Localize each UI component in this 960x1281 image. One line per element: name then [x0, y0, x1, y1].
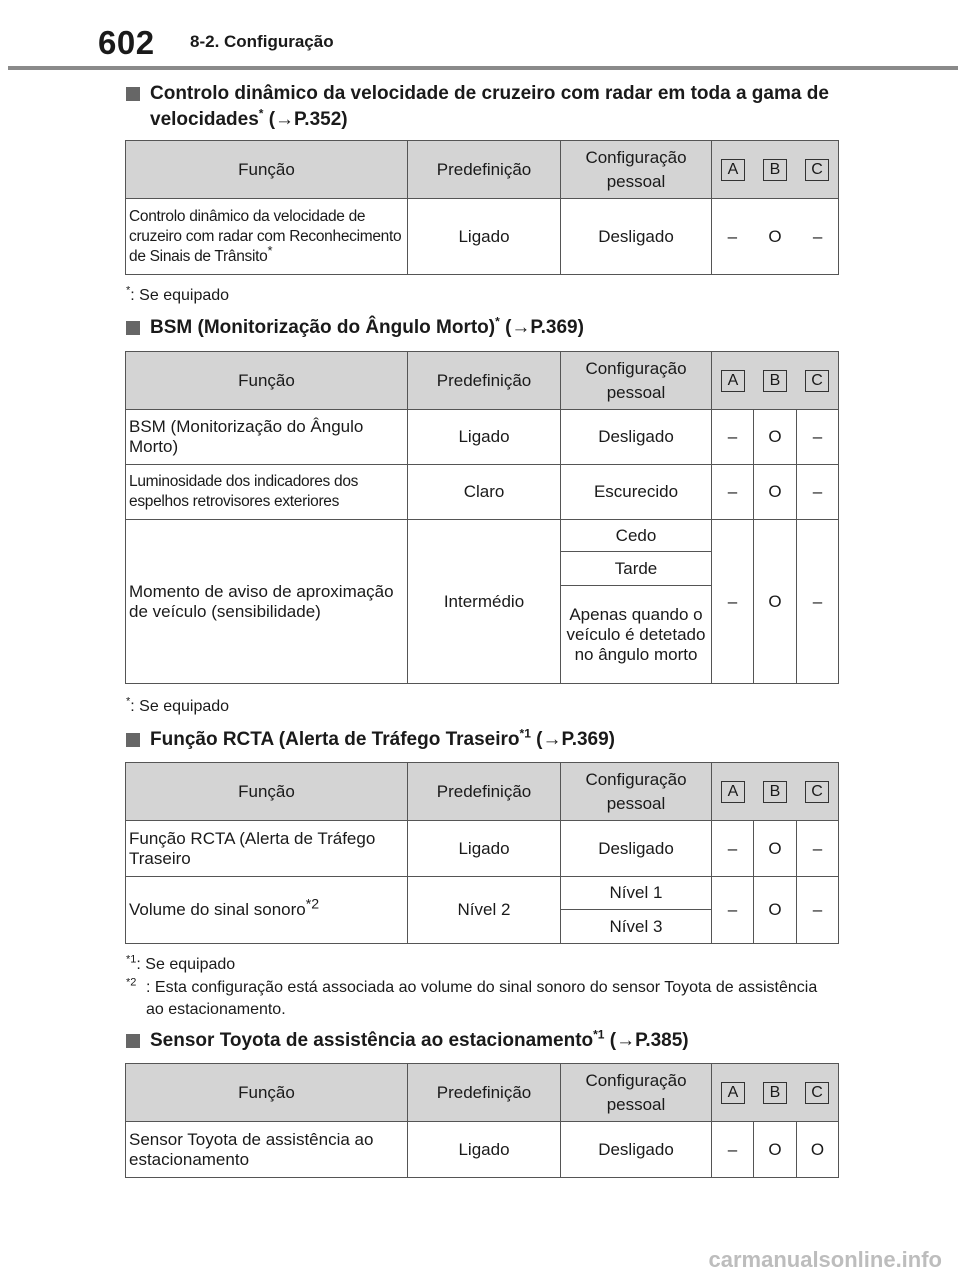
col-configuracao: Configuração pessoal — [561, 352, 712, 410]
col-configuracao: Configuração pessoal — [561, 1064, 712, 1122]
col-predefinicao: Predefinição — [408, 141, 561, 199]
label-b: B — [763, 370, 787, 392]
label-c: C — [805, 781, 829, 803]
col-predefinicao: Predefinição — [408, 352, 561, 410]
label-b: B — [763, 1082, 787, 1104]
table-row: Função RCTA (Alerta de Tráfego Traseiro Ligado Desligado – O – — [126, 821, 839, 877]
section-title-acc: Controlo dinâmico da velocidade de cruzeiro com radar em toda a gama de velocidades* (→P.352) — [126, 81, 838, 133]
col-funcao: Função — [126, 352, 408, 410]
col-configuracao: Configuração pessoal — [561, 763, 712, 821]
table-header-row — [126, 1064, 839, 1122]
table-header-row — [126, 352, 839, 410]
footnote: *: Se equipado — [126, 695, 230, 715]
table-bsm: Função Predefinição Configuração pessoal A B C BSM (Monitorização do Ângulo Morto) Ligado Desligado – O – Luminosidade dos indicadores dos espelhos retrovisores exteriores Claro Escurecido – O – Momento de aviso de aproximação de veículo (sensibilidade) Intermédio Cedo – O – Tarde Apenas quando o veículo é detetado no ângulo morto — [125, 351, 839, 684]
table-row: Luminosidade dos indicadores dos espelhos retrovisores exteriores Claro Escurecido – O – — [126, 465, 839, 520]
col-configuracao: Configuração pessoal — [561, 141, 712, 199]
chapter-title: 8-2. Configuração — [190, 32, 334, 51]
col-predefinicao: Predefinição — [408, 1064, 561, 1122]
table-acc — [125, 140, 839, 275]
section-title-bsm: BSM (Monitorização do Ângulo Morto)* (→P.369) — [126, 315, 838, 341]
header-divider — [8, 66, 958, 70]
label-c: C — [805, 159, 829, 181]
square-bullet-icon — [126, 87, 140, 101]
col-funcao: Função — [126, 141, 408, 199]
label-b: B — [763, 159, 787, 181]
label-a: A — [721, 159, 745, 181]
table-rcta: Função Predefinição Configuração pessoal A B C Função RCTA (Alerta de Tráfego Traseiro Ligado Desligado – O – Volume do sinal sonoro$^{*2}$ Nível 2 Nível 1 – O – Nível 3 — [125, 762, 839, 944]
label-c: C — [805, 370, 829, 392]
table-header-row — [126, 141, 839, 199]
table-row: Sensor Toyota de assistência ao estacionamento Ligado Desligado – O O — [126, 1122, 839, 1178]
page-number: 602 — [98, 24, 155, 61]
label-a: A — [721, 370, 745, 392]
table-row: Volume do sinal sonoro$^{*2}$ Nível 2 Nível 1 – O – — [126, 877, 839, 910]
table-parking-sensor — [125, 1063, 839, 1178]
col-funcao: Função — [126, 1064, 408, 1122]
label-a: A — [721, 781, 745, 803]
section-title-parking-sensor: Sensor Toyota de assistência ao estacionamento$^{*1}$ (→P.385) — [126, 1028, 838, 1054]
table-row: Momento de aviso de aproximação de veículo (sensibilidade) Intermédio Cedo – O – — [126, 520, 839, 552]
section-title-rcta: Função RCTA (Alerta de Tráfego Traseiro$^{*1}$ (→P.369) — [126, 727, 838, 753]
square-bullet-icon — [126, 1034, 140, 1048]
square-bullet-icon — [126, 321, 140, 335]
square-bullet-icon — [126, 733, 140, 747]
col-predefinicao: Predefinição — [408, 763, 561, 821]
table-row: Controlo dinâmico da velocidade de cruzeiro com radar com Reconhecimento de Sinais de Trânsito* Ligado Desligado – O – — [126, 199, 839, 275]
label-c: C — [805, 1082, 829, 1104]
watermark: carmanualsonline.info — [708, 1247, 942, 1272]
page-header — [0, 0, 960, 72]
label-b: B — [763, 781, 787, 803]
table-header-row — [126, 763, 839, 821]
footnote: $^{*1}$: Se equipado — [126, 953, 236, 973]
table-row: BSM (Monitorização do Ângulo Morto) Ligado Desligado – O – — [126, 410, 839, 465]
label-a: A — [721, 1082, 745, 1104]
col-funcao: Função — [126, 763, 408, 821]
footnote: *: Se equipado — [126, 284, 230, 304]
footnote: $^{*2}$ : Esta configuração está associada ao volume do sinal sonoro do sensor Toyota de assistência ao estacionamento. — [126, 976, 818, 1018]
